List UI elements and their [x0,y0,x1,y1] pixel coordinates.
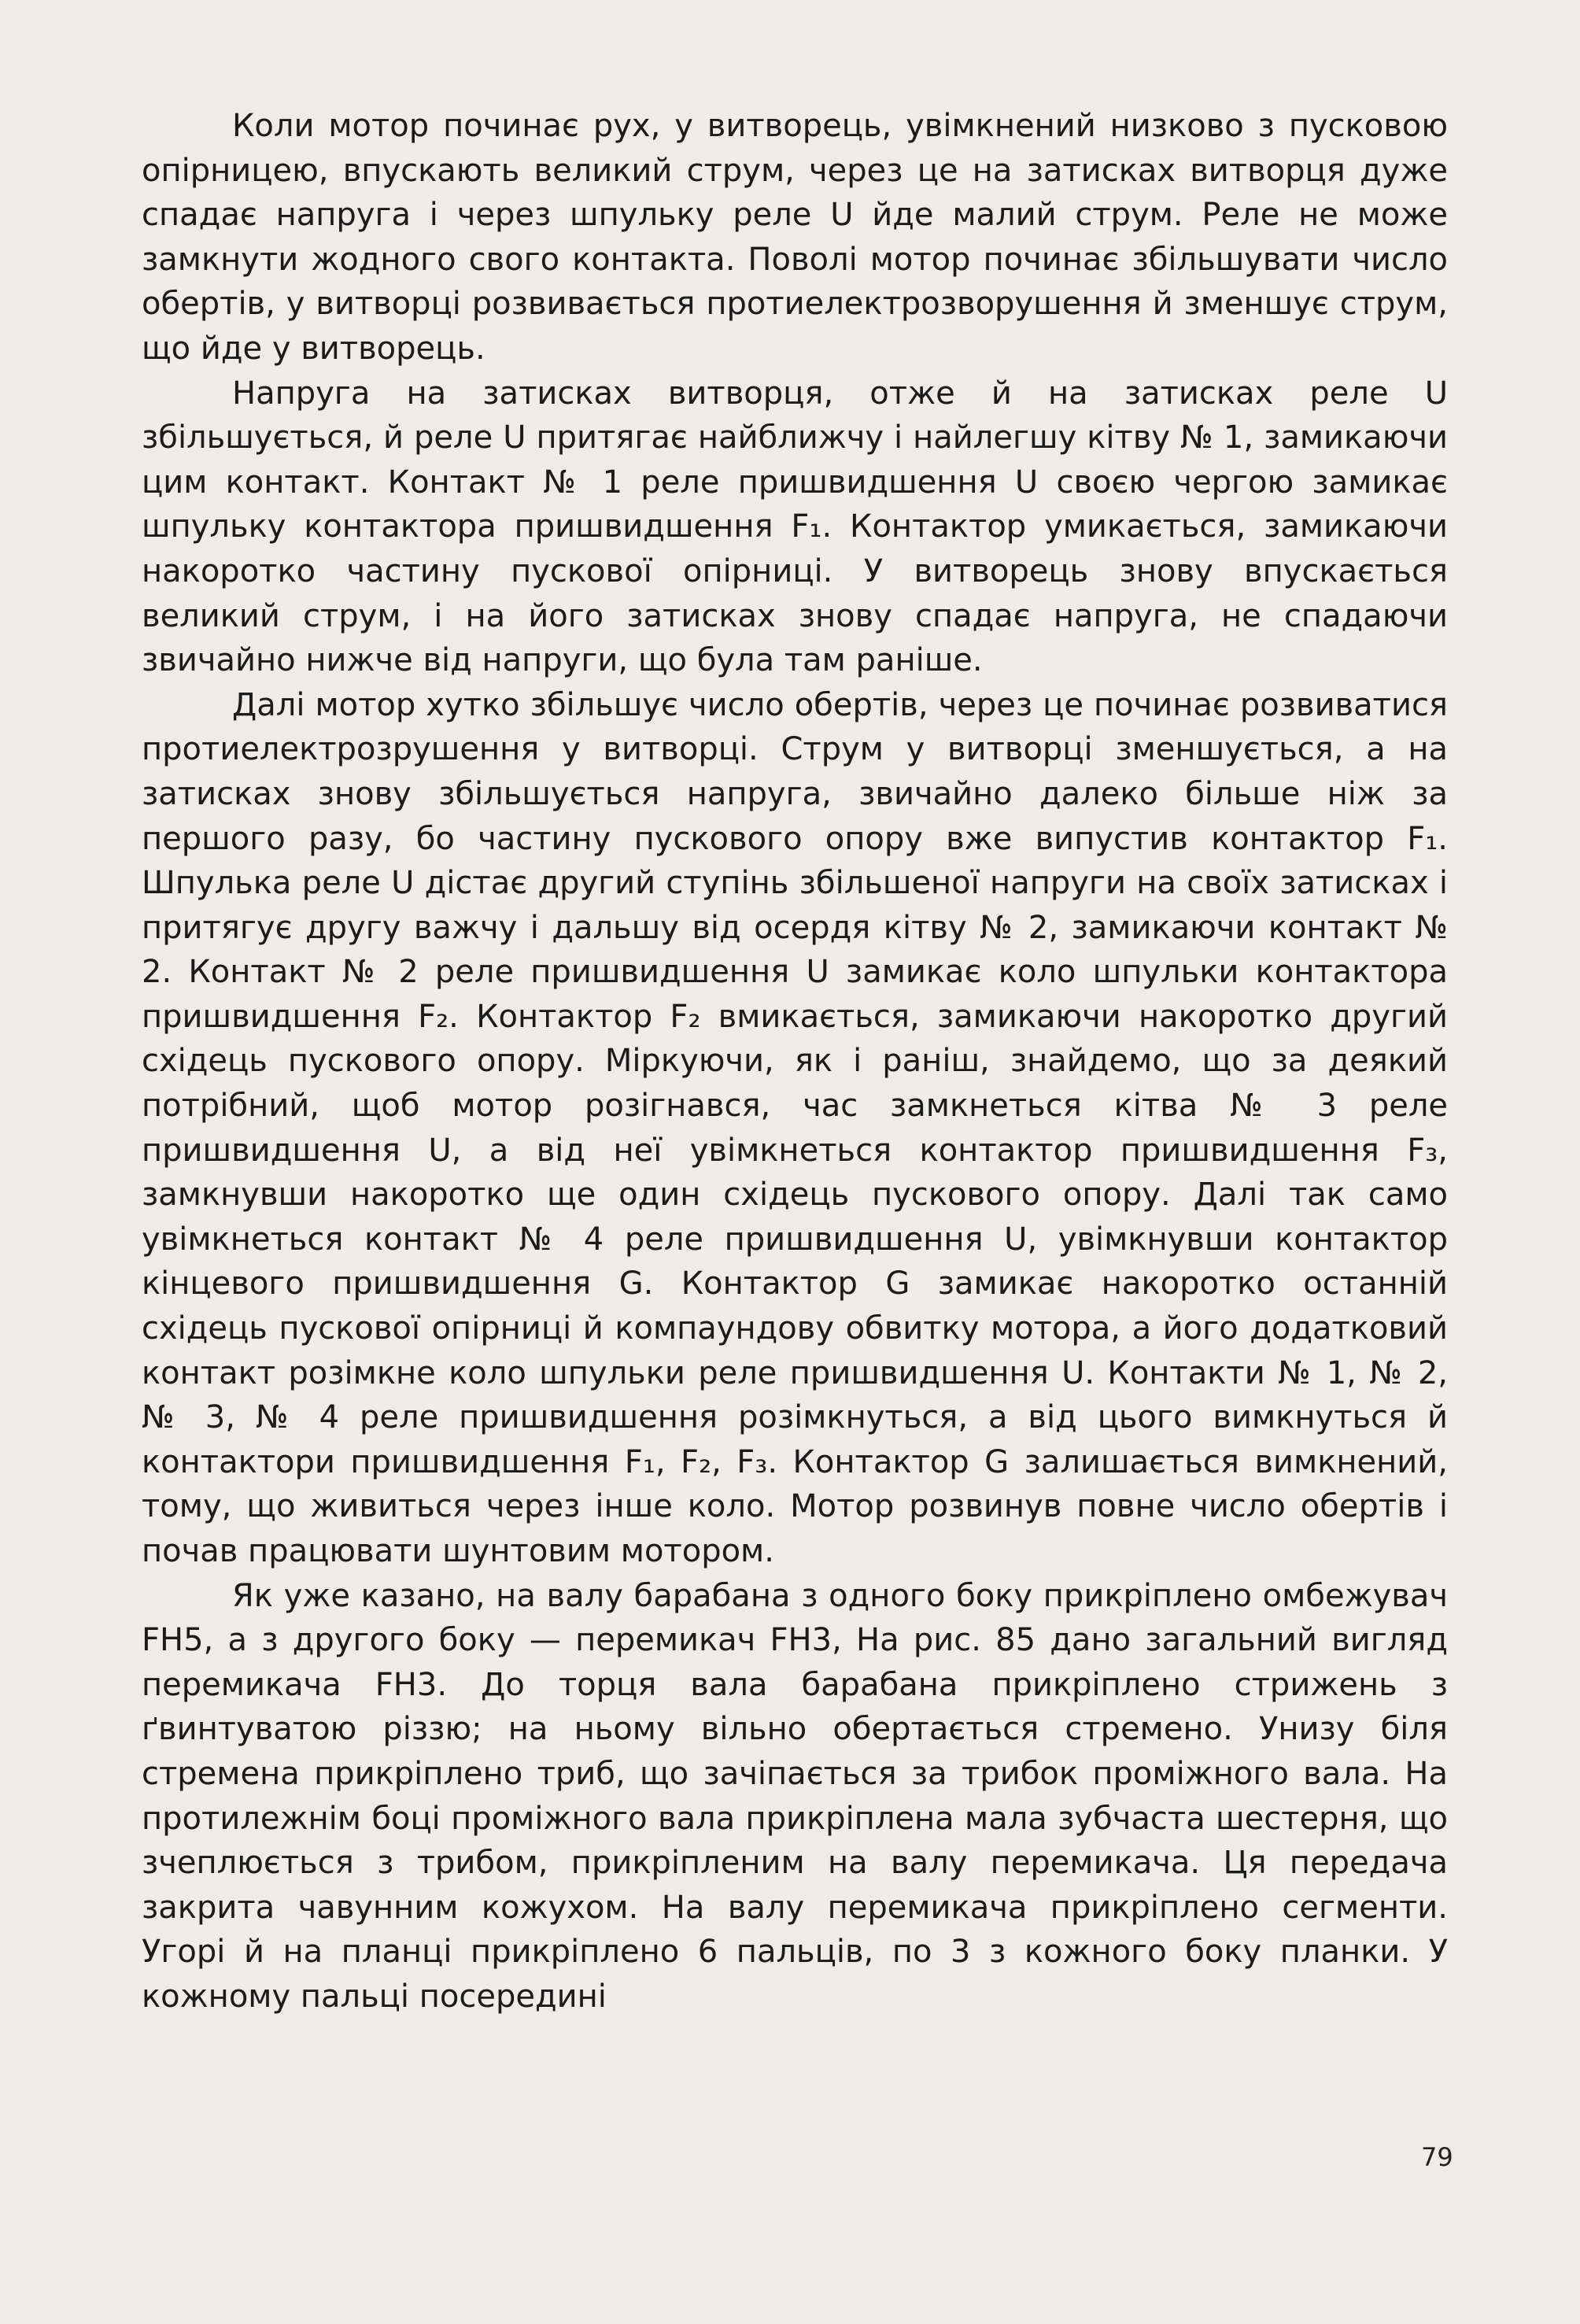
paragraph-4: Як уже казано, на валу барабана з одного боку прикріплено омбежувач FH5, а з другого боку — перемикач FH3, На рис. 85 дано загальний вигляд перемикача FH3. До торця вала барабана прикріплено стрижень з ґвинтуватою різзю; на ньому вільно обертається стремено. Унизу біля стремена прикріплено триб, що зачіпається за трибок проміжного вала. На протилежнім боці проміжного вала прикріплена мала зубчаста шестерня, що зчеплюється з трибом, прикріпленим на валу перемикача. Ця передача закрита чавунним кожухом. На валу перемикача прикріплено сегменти. Угорі й на планці прикріплено 6 пальців, по 3 з кожного боку планки. У кожному пальці посередині [142,1577,1448,2015]
paragraph-3: Далі мотор хутко збільшує число обертів, через це починає розвиватися протиелектрозрушення у витворці. Струм у витворці зменшується, а на затисках знову збільшується напруга, звичайно далеко більше ніж за першого разу, бо частину пускового опору вже випустив контактор F₁. Шпулька реле U дістає другий ступінь збільшеної напруги на своїх затисках і притягує другу важчу і дальшу від осердя кітву № 2, замикаючи контакт № 2. Контакт № 2 реле пришвидшення U замикає коло шпульки контактора пришвидшення F₂. Контактор F₂ вмикається, замикаючи накоротко другий східець пускового опору. Міркуючи, як і раніш, знайдемо, що за деякий потрібний, щоб мотор розігнався, час замкнеться кітва № 3 реле пришвидшення U, а від неї увімкнеться контактор пришвидшення F₃, замкнувши накоротко ще один східець пускового опору. Далі так само увімкнеться контакт № 4 реле пришвидшення U, увімкнувши контактор кінцевого пришвидшення G. Контактор G замикає накоротко останній східець пускової опірниці й компаундову обвитку мотора, а його додатковий контакт розімкне коло шпульки реле пришвидшення U. Контакти № 1, № 2, № 3, № 4 реле пришвидшення розімкнуться, а від цього вимкнуться й контактори пришвидшення F₁, F₂, F₃. Контактор G залишається вимкнений, тому, що живиться через інше коло. Мотор розвинув повне число обертів і почав працювати шунтовим мотором. [142,686,1448,1569]
body-text [142,104,1448,2019]
paragraph-1: Коли мотор починає рух, у витворець, увімкнений низково з пусковою опірницею, впускають великий струм, через це на затисках витворця дуже спадає напруга і через шпульку реле U йде малий струм. Реле не може замкнути жодного свого контакта. Поволі мотор починає збільшувати число обертів, у витворці розвивається протиелектрозворушення й зменшує струм, що йде у витворець. [142,108,1448,367]
page-number: 79 [1421,2142,1453,2172]
paragraph-2: Напруга на затисках витворця, отже й на затисках реле U збільшується, й реле U притягає найближчу і найлегшу кітву № 1, замикаючи цим контакт. Контакт № 1 реле пришвидшення U своєю чергою замикає шпульку контактора пришвидшення F₁. Контактор умикається, замикаючи накоротко частину пускової опірниці. У витворець знову впускається великий струм, і на його затисках знову спадає напруга, не спадаючи звичайно нижче від напруги, що була там раніше. [142,375,1448,679]
